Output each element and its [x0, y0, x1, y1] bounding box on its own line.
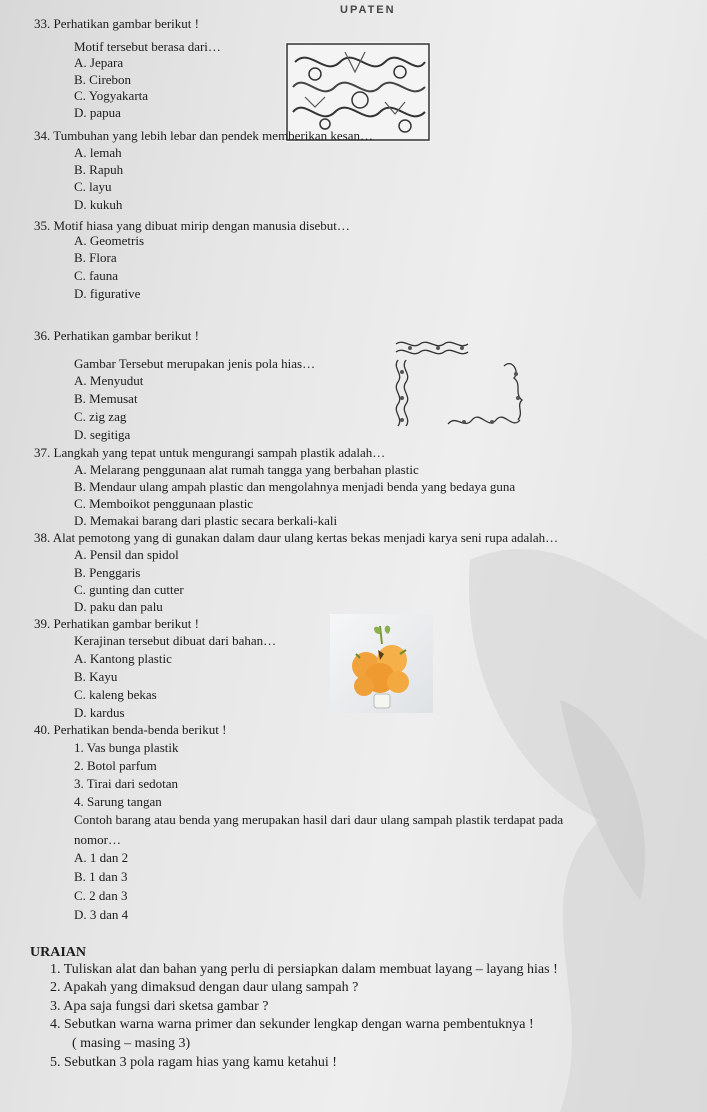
q35-question: 35. Motif hiasa yang dibuat mirip dengan manusia disebut… [34, 218, 350, 233]
q36-option-b: B. Memusat [74, 391, 138, 406]
q33-option-d: D. papua [74, 105, 121, 120]
q40-title: 40. Perhatikan benda-benda berikut ! [34, 722, 227, 737]
q38-question: 38. Alat pemotong yang di gunakan dalam daur ulang kertas bekas menjadi karya seni rupa adalah… [34, 530, 559, 545]
q38-option-c: C. gunting dan cutter [74, 582, 184, 597]
q37-option-c: C. Memboikot penggunaan plastic [74, 496, 254, 511]
q34-option-c: C. layu [74, 179, 112, 194]
q38-option-d: D. paku dan palu [74, 599, 163, 614]
q34-option-b: B. Rapuh [74, 162, 124, 177]
q34-option-d: D. kukuh [74, 197, 123, 212]
q40-option-d: D. 3 dan 4 [74, 907, 129, 922]
q40-item-1: 1. Vas bunga plastik [74, 740, 179, 755]
q36-question: Gambar Tersebut merupakan jenis pola hias… [74, 356, 316, 371]
q37-option-b: B. Mendaur ulang ampah plastic dan mengolahnya menjadi benda yang bedaya guna [74, 479, 516, 494]
q36-option-d: D. segitiga [74, 427, 131, 442]
q40-question-line2: nomor… [74, 832, 121, 847]
q40-option-a: A. 1 dan 2 [74, 850, 129, 865]
q38-option-b: B. Penggaris [74, 565, 141, 580]
q37-option-a: A. Melarang penggunaan alat rumah tangga yang berbahan plastic [74, 462, 419, 477]
q36-option-a: A. Menyudut [74, 373, 144, 388]
q40-item-3: 3. Tirai dari sedotan [74, 776, 178, 791]
q37-question: 37. Langkah yang tepat untuk mengurangi sampah plastik adalah… [34, 445, 386, 460]
q40-item-2: 2. Botol parfum [74, 758, 157, 773]
q36-title: 36. Perhatikan gambar berikut ! [34, 328, 199, 343]
corner-pattern-image [392, 338, 532, 430]
q33-option-b: B. Cirebon [74, 72, 132, 87]
q40-question-line1: Contoh barang atau benda yang merupakan hasil dari daur ulang sampah plastik terdapat pada [74, 812, 564, 827]
q39-option-a: A. Kantong plastic [74, 651, 172, 666]
q35-option-a: A. Geometris [74, 233, 145, 248]
uraian-item-4-note: ( masing – masing 3) [72, 1036, 191, 1051]
uraian-item-4: 4. Sebutkan warna warna primer dan sekunder lengkap dengan warna pembentuknya ! [50, 1017, 534, 1032]
uraian-heading: URAIAN [30, 945, 86, 960]
q39-option-c: C. kaleng bekas [74, 687, 157, 702]
q35-option-c: C. fauna [74, 268, 119, 283]
uraian-item-1: 1. Tuliskan alat dan bahan yang perlu di persiapkan dalam membuat layang – layang hias ! [50, 962, 558, 977]
q40-item-4: 4. Sarung tangan [74, 794, 162, 809]
q40-option-b: B. 1 dan 3 [74, 869, 128, 884]
q33-option-a: A. Jepara [74, 55, 124, 70]
uraian-item-5: 5. Sebutkan 3 pola ragam hias yang kamu ketahui ! [50, 1055, 337, 1070]
q34-question: 34. Tumbuhan yang lebih lebar dan pendek memberikan kesan… [34, 128, 374, 143]
q36-option-c: C. zig zag [74, 409, 127, 424]
q39-option-b: B. Kayu [74, 669, 118, 684]
q33-title: 33. Perhatikan gambar berikut ! [34, 16, 199, 31]
uraian-item-3: 3. Apa saja fungsi dari sketsa gambar ? [50, 999, 269, 1014]
uraian-item-2: 2. Apakah yang dimaksud dengan daur ulang sampah ? [50, 980, 359, 995]
q39-option-d: D. kardus [74, 705, 125, 720]
q37-option-d: D. Memakai barang dari plastic secara berkali-kali [74, 513, 338, 528]
q39-title: 39. Perhatikan gambar berikut ! [34, 616, 199, 631]
q33-option-c: C. Yogyakarta [74, 88, 149, 103]
q38-option-a: A. Pensil dan spidol [74, 547, 179, 562]
flower-craft-image [330, 614, 433, 713]
q33-question: Motif tersebut berasa dari… [74, 39, 221, 54]
q35-option-d: D. figurative [74, 286, 141, 301]
q39-question: Kerajinan tersebut dibuat dari bahan… [74, 633, 277, 648]
header-text: UPATEN [340, 4, 396, 16]
q35-option-b: B. Flora [74, 250, 117, 265]
q40-option-c: C. 2 dan 3 [74, 888, 128, 903]
q34-option-a: A. lemah [74, 145, 122, 160]
batik-motif-image [285, 42, 431, 142]
